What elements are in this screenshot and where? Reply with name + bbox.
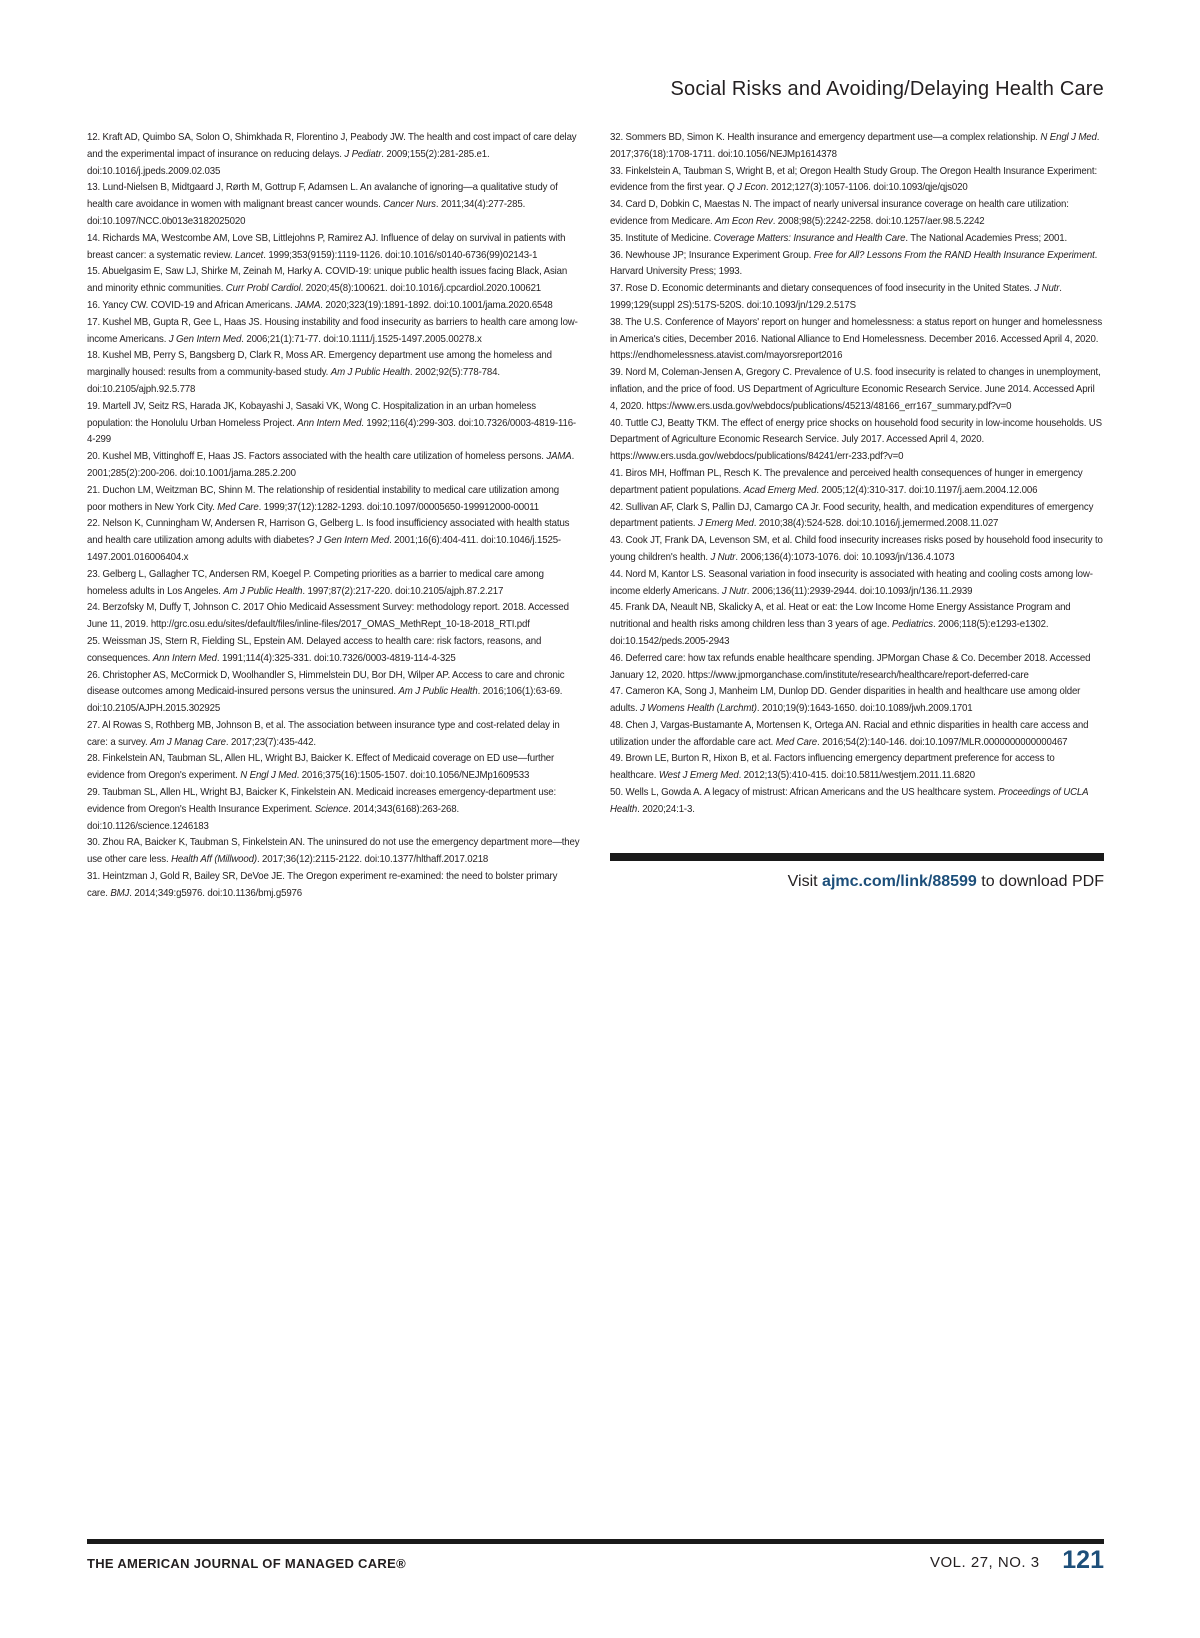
reference-item (610, 315, 1103, 365)
reference-text: 46. Deferred care: how tax refunds enable healthcare spending. JPMorgan Chase & Co. December 2018. Accessed January 12, 2020. https://www.jpmorganchase.com/institute/research/healthcare/report-deferred-care (610, 652, 1091, 681)
reference-details: . 2017;23(7):435-442. (225, 736, 316, 748)
reference-text: 33. Finkelstein A, Taubman S, Wright B, et al; Oregon Health Study Group. The Oregon Health Insurance Experiment: evidence from the first year. (610, 165, 1098, 194)
reference-journal: Q J Econ (727, 182, 766, 194)
reference-item (87, 231, 580, 265)
reference-details: . 2006;136(4):1073-1076. doi: 10.1093/jn/136.4.1073 (735, 551, 955, 563)
reference-journal: J Nutr (1034, 283, 1060, 295)
reference-details: . 2016;375(16):1505-1507. doi:10.1056/NEJMp1609533 (296, 770, 530, 782)
reference-journal: J Womens Health (Larchmt) (640, 703, 757, 715)
reference-text: 32. Sommers BD, Simon K. Health insurance and emergency department use—a complex relationship. (610, 132, 1041, 143)
reference-journal: Med Care (217, 501, 259, 513)
reference-text: 14. Richards MA, Westcombe AM, Love SB, Littlejohns P, Ramirez AJ. Influence of delay on survival in patients with breast cancer: a systematic review. (87, 232, 566, 261)
reference-item (87, 449, 580, 483)
reference-journal: J Emerg Med (697, 518, 754, 530)
reference-details: . 2010;19(9):1643-1650. doi:10.1089/jwh.2009.1701 (756, 703, 973, 715)
reference-text: 25. Weissman JS, Stern R, Fielding SL, Epstein AM. Delayed access to health care: risk factors, reasons, and consequences. (87, 635, 542, 664)
reference-journal: N Engl J Med (240, 770, 297, 782)
reference-details: . 1991;114(4):325-331. doi:10.7326/0003-4819-114-4-325 (216, 652, 456, 664)
reference-item (610, 785, 1103, 819)
reference-details: . 2002;92(5):778-784. doi:10.2105/ajph.92.5.778 (87, 367, 500, 395)
reference-text: 48. Chen J, Vargas-Bustamante A, Mortensen K, Ortega AN. Racial and ethnic disparities in health care access and utilization under the affordable care act. (610, 719, 1089, 748)
reference-details: . 2001;16(6):404-411. doi:10.1046/j.1525-1497.2001.016006404.x (87, 535, 562, 563)
download-note-suffix: to download PDF (976, 873, 1104, 890)
running-title: Social Risks and Avoiding/Delaying Health Care (670, 78, 1104, 100)
reference-item (87, 634, 580, 668)
reference-text: 24. Berzofsky M, Duffy T, Johnson C. 2017 Ohio Medicaid Assessment Survey: methodology report. 2018. Accessed June 11, 2019. http://grc.osu.edu/sites/default/files/inline-files/2017_OMAS_MethRept_10-18-2018_RTI.pdf (87, 602, 569, 631)
reference-details: . 1999;37(12):1282-1293. doi:10.1097/00005650-199912000-00011 (258, 501, 540, 513)
reference-details: . 2006;118(5):e1293-e1302. doi:10.1542/peds.2005-2943 (610, 619, 1049, 647)
reference-text: 17. Kushel MB, Gupta R, Gee L, Haas JS. Housing instability and food insecurity as barriers to health care among low-income Americans. (87, 316, 578, 345)
reference-item (87, 668, 580, 718)
page-number: 121 (1062, 1546, 1104, 1574)
reference-item (610, 231, 1103, 248)
reference-journal: Cancer Nurs (383, 199, 436, 211)
reference-item (87, 298, 580, 315)
reference-journal: Am Econ Rev (715, 215, 773, 227)
download-note-prefix: Visit (787, 873, 823, 890)
reference-text: 36. Newhouse JP; Insurance Experiment Group. (610, 249, 814, 261)
references-left-column (87, 130, 581, 903)
reference-journal: J Pediatr (344, 148, 382, 160)
reference-text: 41. Biros MH, Hoffman PL, Resch K. The prevalence and perceived health consequences of hunger in emergency department patient populations. (610, 467, 1083, 496)
section-rule (610, 853, 1104, 861)
reference-item (87, 835, 580, 869)
reference-details: . 2008;98(5):2242-2258. doi:10.1257/aer.98.5.2242 (772, 215, 985, 227)
reference-details: . 2020;45(8):100621. doi:10.1016/j.cpcardiol.2020.100621 (300, 283, 542, 295)
reference-text: 42. Sullivan AF, Clark S, Pallin DJ, Camargo CA Jr. Food security, health, and medication expenditures of emergency department patients. (610, 501, 1094, 530)
reference-item (610, 130, 1103, 164)
reference-item (610, 567, 1103, 601)
reference-details: . 2017;376(18):1708-1711. doi:10.1056/NEJMp1614378 (610, 132, 1100, 160)
reference-item (87, 348, 580, 398)
reference-text: 35. Institute of Medicine. (610, 232, 714, 244)
reference-journal: Science (314, 803, 349, 815)
reference-text: 13. Lund-Nielsen B, Midtgaard J, Rørth M, Gottrup F, Adamsen L. An avalanche of ignoring—a qualitative study of health care avoidance in women with malignant breast cancer wounds. (87, 182, 558, 211)
reference-text: 12. Kraft AD, Quimbo SA, Solon O, Shimkhada R, Florentino J, Peabody JW. The health and cost impact of care delay and the experimental impact of insurance on reducing delays. (87, 132, 577, 160)
reference-text: 20. Kushel MB, Vittinghoff E, Haas JS. Factors associated with the health care utilization of homeless persons. (87, 451, 547, 463)
reference-item (87, 130, 580, 180)
reference-text: 44. Nord M, Kantor LS. Seasonal variation in food insecurity is associated with heating and cooling costs among low-income elderly Americans. (610, 568, 1093, 597)
reference-text: 15. Abuelgasim E, Saw LJ, Shirke M, Zeinah M, Harky A. COVID-19: unique public health issues facing Black, Asian and minority ethnic communities. (87, 266, 568, 295)
reference-text: 49. Brown LE, Burton R, Hixon B, et al. Factors influencing emergency department preference for access to healthcare. (610, 753, 1055, 782)
footer-volume: VOL. 27, NO. 3 (930, 1554, 1040, 1571)
references-right-column (610, 130, 1104, 819)
reference-text: 38. The U.S. Conference of Mayors' report on hunger and homelessness: a status report on hunger and homelessness in America's cities, December 2016. National Alliance to End Homelessness. December 2016. Accessed April 4, 2020. https://endhomelessness.atavist.com/mayorsreport2016 (610, 316, 1103, 362)
download-link[interactable]: ajmc.com/link/88599 (822, 873, 977, 890)
reference-details: . 2012;127(3):1057-1106. doi:10.1093/qje/qjs020 (765, 182, 968, 194)
reference-item (87, 718, 580, 752)
reference-text: 50. Wells L, Gowda A. A legacy of mistrust: African Americans and the US healthcare system. (610, 787, 999, 799)
reference-item (610, 416, 1103, 466)
reference-text: 27. Al Rowas S, Rothberg MB, Johnson B, et al. The association between insurance type and cost-related delay in care: a survey. (87, 719, 560, 748)
reference-text: 30. Zhou RA, Baicker K, Taubman S, Finkelstein AN. The uninsured do not use the emergency department more—they use other care less. (87, 837, 580, 866)
reference-details: . 2012;13(5):410-415. doi:10.5811/westjem.2011.11.6820 (738, 770, 975, 782)
reference-item (87, 264, 580, 298)
reference-journal: Health Aff (Millwood) (171, 854, 257, 866)
reference-item (610, 466, 1103, 500)
reference-item (87, 315, 580, 349)
footer-rule (87, 1539, 1104, 1544)
reference-text: 26. Christopher AS, McCormick D, Woolhandler S, Himmelstein DU, Bor DH, Wilper AP. Access to care and chronic disease outcomes among Medicaid-insured persons versus the uninsured. (87, 669, 565, 698)
reference-details: . 2001;285(2):200-206. doi:10.1001/jama.285.2.200 (87, 451, 575, 479)
reference-item (87, 785, 580, 835)
reference-details: . 2010;38(4):524-528. doi:10.1016/j.jemermed.2008.11.027 (753, 518, 999, 530)
reference-journal: JAMA (546, 451, 572, 463)
reference-journal: Med Care (775, 736, 818, 748)
reference-item (87, 751, 580, 785)
reference-item (610, 164, 1103, 198)
reference-text: 28. Finkelstein AN, Taubman SL, Allen HL, Wright BJ, Baicker K. Effect of Medicaid coverage on ED use—further evidence from Oregon's experiment. (87, 753, 555, 782)
reference-text: 34. Card D, Dobkin C, Maestas N. The impact of nearly universal insurance coverage on health care utilization: evidence from Medicare. (610, 199, 1069, 227)
reference-item (610, 500, 1103, 534)
reference-item (87, 483, 580, 517)
reference-text: 37. Rose D. Economic determinants and dietary consequences of food insecurity in the United States. (610, 283, 1035, 295)
reference-journal: Coverage Matters: Insurance and Health Care (713, 232, 906, 244)
reference-text: 40. Tuttle CJ, Beatty TKM. The effect of energy price shocks on household food security in low-income households. US Department of Agriculture Economic Research Service. July 2017. Accessed April 4, 2020. https://www.ers.usda.gov/webdocs/publications/84241/err-233.pdf?v=0 (610, 417, 1102, 463)
reference-details: . 2011;34(4):277-285. doi:10.1097/NCC.0b013e3182025020 (87, 199, 526, 227)
reference-journal: J Nutr (721, 585, 747, 597)
reference-journal: Am J Public Health (330, 367, 410, 379)
reference-item (87, 180, 580, 230)
reference-journal: Am J Public Health (223, 585, 303, 597)
reference-journal: N Engl J Med (1040, 132, 1097, 143)
reference-details: . 1999;129(suppl 2S):517S-520S. doi:10.1093/jn/129.2.517S (610, 283, 1062, 311)
reference-item (610, 197, 1103, 231)
reference-journal: Curr Probl Cardiol (225, 283, 301, 295)
reference-text: 22. Nelson K, Cunningham W, Andersen R, Harrison G, Gelberg L. Is food insufficiency associated with health status and health care utilization among adults with diabetes? (87, 518, 570, 547)
reference-details: . 2005;12(4):310-317. doi:10.1197/j.aem.2004.12.006 (816, 484, 1038, 496)
reference-details: . 2006;21(1):71-77. doi:10.1111/j.1525-1497.2005.00278.x (241, 333, 482, 345)
reference-details: . Harvard University Press; 1993. (610, 249, 1098, 278)
reference-item (610, 751, 1103, 785)
reference-text: 23. Gelberg L, Gallagher TC, Andersen RM, Koegel P. Competing priorities as a barrier to medical care among homeless adults in Los Angeles. (87, 568, 544, 597)
footer-journal-name: THE AMERICAN JOURNAL OF MANAGED CARE® (87, 1556, 406, 1571)
download-note (788, 873, 1104, 891)
reference-journal: Am J Public Health (398, 686, 478, 698)
reference-journal: Proceedings of UCLA Health (610, 787, 1089, 815)
reference-item (610, 600, 1103, 650)
reference-item (87, 399, 580, 449)
reference-journal: Ann Intern Med (152, 652, 217, 664)
reference-text: 47. Cameron KA, Song J, Manheim LM, Dunlop DD. Gender disparities in health and healthcare use among older adults. (610, 686, 1081, 715)
reference-text: 39. Nord M, Coleman-Jensen A, Gregory C. Prevalence of U.S. food insecurity is related to changes in unemployment, inflation, and the price of food. US Department of Agriculture Economic Research Service. June 2014. Accessed April 4, 2020. https://www.ers.usda.gov/webdocs/publications/45213/48166_err167_summary.pdf?v=0 (610, 367, 1101, 412)
reference-details: . 1997;87(2):217-220. doi:10.2105/ajph.87.2.217 (302, 585, 504, 597)
reference-details: . 2014;343(6168):263-268. doi:10.1126/science.1246183 (87, 803, 460, 832)
reference-text: 18. Kushel MB, Perry S, Bangsberg D, Clark R, Moss AR. Emergency department use among the homeless and marginally housed: results from a community-based study. (87, 350, 552, 379)
reference-item (87, 600, 580, 634)
reference-details: . 2020;323(19):1891-1892. doi:10.1001/jama.2020.6548 (320, 299, 553, 311)
reference-item (87, 516, 580, 566)
reference-details: . 2020;24:1-3. (637, 803, 695, 815)
reference-journal: J Gen Intern Med (316, 535, 390, 547)
reference-text: 45. Frank DA, Neault NB, Skalicky A, et al. Heat or eat: the Low Income Home Energy Assistance Program and nutritional and health risks among children less than 3 years of age. (610, 602, 1071, 631)
reference-text: 16. Yancy CW. COVID-19 and African Americans. (87, 299, 296, 311)
reference-item (610, 365, 1103, 415)
reference-item (87, 567, 580, 601)
reference-details: . 2009;155(2):281-285.e1. doi:10.1016/j.jpeds.2009.02.035 (87, 148, 490, 177)
reference-journal: Ann Intern Med (297, 417, 362, 429)
reference-journal: Am J Manag Care (150, 736, 226, 748)
reference-text: 31. Heintzman J, Gold R, Bailey SR, DeVoe JE. The Oregon experiment re-examined: the need to bolster primary care. (87, 871, 558, 899)
reference-item (610, 281, 1103, 315)
reference-details: . 1999;353(9159):1119-1126. doi:10.1016/s0140-6736(99)02143-1 (263, 249, 538, 261)
reference-item (87, 869, 580, 903)
reference-item (610, 718, 1103, 752)
reference-journal: Acad Emerg Med (743, 484, 817, 496)
reference-details: . 2016;54(2):140-146. doi:10.1097/MLR.0000000000000467 (817, 736, 1068, 748)
reference-journal: Pediatrics (891, 619, 933, 631)
reference-item (610, 651, 1103, 685)
reference-details: . 2017;36(12):2115-2122. doi:10.1377/hlthaff.2017.0218 (256, 854, 489, 866)
reference-journal: Free for All? Lessons From the RAND Health Insurance Experiment (813, 249, 1095, 261)
reference-journal: BMJ (110, 887, 130, 899)
reference-details: . The National Academies Press; 2001. (905, 232, 1068, 244)
reference-text: 19. Martell JV, Seitz RS, Harada JK, Kobayashi J, Sasaki VK, Wong C. Hospitalization in an urban homeless population: the Honolulu Urban Homeless Project. (87, 400, 536, 429)
reference-journal: J Gen Intern Med (168, 333, 242, 345)
reference-item (610, 533, 1103, 567)
reference-details: . 2006;136(11):2939-2944. doi:10.1093/jn/136.11.2939 (746, 585, 973, 597)
reference-details: . 1992;116(4):299-303. doi:10.7326/0003-4819-116-4-299 (87, 417, 577, 446)
reference-journal: Lancet (235, 249, 264, 261)
reference-journal: West J Emerg Med (658, 770, 739, 782)
reference-text: 21. Duchon LM, Weitzman BC, Shinn M. The relationship of residential instability to medical care utilization among poor mothers in New York City. (87, 484, 559, 513)
reference-text: 29. Taubman SL, Allen HL, Wright BJ, Baicker K, Finkelstein AN. Medicaid increases emergency-department use: evidence from Oregon's Health Insurance Experiment. (87, 787, 557, 815)
reference-details: . 2016;106(1):63-69. doi:10.2105/AJPH.2015.302925 (87, 686, 563, 715)
reference-journal: J Nutr (710, 551, 736, 563)
reference-text: 43. Cook JT, Frank DA, Levenson SM, et al. Child food insecurity increases risks posed by household food insecurity to young children's health. (610, 535, 1103, 563)
reference-item (610, 684, 1103, 718)
reference-details: . 2014;349:g5976. doi:10.1136/bmj.g5976 (129, 887, 303, 899)
reference-item (610, 248, 1103, 282)
reference-journal: JAMA (295, 299, 321, 311)
